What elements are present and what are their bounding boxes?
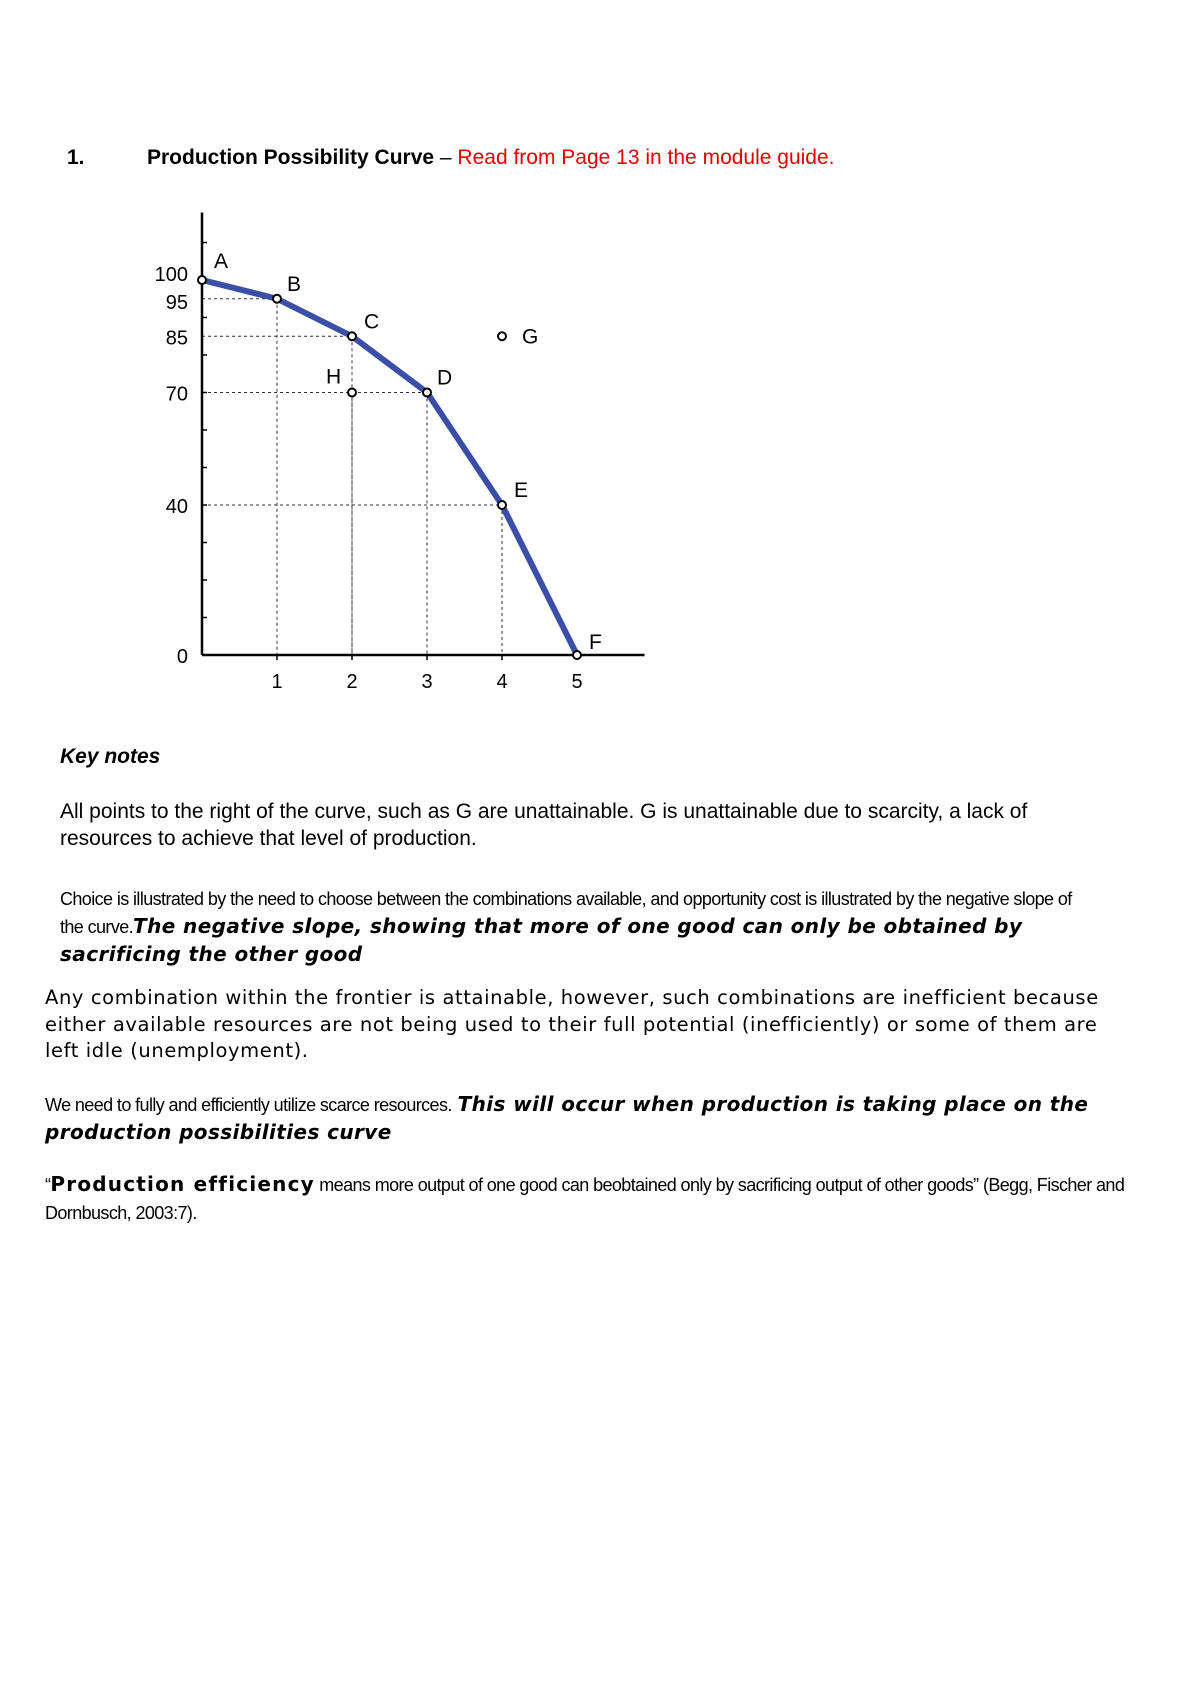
point-label-f: F <box>589 631 602 654</box>
y-axis-ticks <box>155 243 207 669</box>
quote-open: “ <box>45 1175 51 1195</box>
point-marker-h <box>348 389 356 397</box>
utilize-plain-text: We need to fully and efficiently utilize scarce resources. <box>45 1095 452 1115</box>
point-label-a: A <box>214 250 229 273</box>
point-marker-c <box>348 332 356 340</box>
choice-note <box>60 885 1080 968</box>
choice-emphasis-text: The negative slope, showing that more of one good can only be obtained by sacrificing the other good <box>60 914 1023 966</box>
within-frontier-note: Any combination within the frontier is attainable, however, such combinations are inefficient because either available resources are not being used to their full potential (inefficiently) or some of them are left idle (unemployment). <box>45 986 1099 1062</box>
section-heading <box>67 146 835 170</box>
chart-axes <box>202 213 645 656</box>
y-tick-label: 40 <box>165 496 188 518</box>
y-tick-label: 0 <box>176 646 188 668</box>
point-marker-f <box>573 651 581 659</box>
y-tick-label: 95 <box>165 291 188 314</box>
utilize-note <box>45 1091 1135 1146</box>
module-guide-reference: Read from Page 13 in the module guide. <box>457 146 835 169</box>
choice-plain-text: Choice is illustrated by the need to choose between the combinations available, and opportunity cost is illustrated by the negative slope of the curve. <box>60 889 1072 937</box>
x-tick-label: 4 <box>496 671 508 693</box>
y-tick-label: 85 <box>165 327 188 350</box>
point-label-d: D <box>437 366 453 390</box>
section-title: Production Possibility Curve <box>147 146 435 169</box>
point-label-e: E <box>514 479 529 502</box>
quote-term: Production efficiency <box>50 1172 315 1196</box>
point-marker-a <box>198 276 206 284</box>
chart-points <box>198 250 602 659</box>
chart-guide-lines <box>202 299 502 655</box>
x-tick-label: 5 <box>571 671 583 693</box>
point-label-c: C <box>364 310 380 334</box>
point-label-g: G <box>522 325 539 349</box>
y-tick-label: 100 <box>154 264 188 286</box>
x-axis-ticks <box>271 655 582 693</box>
point-marker-e <box>498 501 506 509</box>
quote-close: ” <box>973 1175 979 1195</box>
heading-dash: – <box>434 146 458 169</box>
quote-citation: (Begg, Fischer and Dornbusch, 2003:7). <box>45 1175 1125 1223</box>
unattainable-note: All points to the right of the curve, such as G are unattainable. G is unattainable due to scarcity, a lack of resources to achieve that level of production. <box>60 800 1028 850</box>
y-tick-label: 70 <box>165 383 188 406</box>
utilize-emphasis-text: This will occur when production is taking place on the production possibilities curve <box>45 1092 1089 1144</box>
point-label-b: B <box>287 272 302 296</box>
efficiency-quote <box>45 1170 1135 1227</box>
x-tick-label: 3 <box>421 671 433 693</box>
key-notes-heading: Key notes <box>60 745 161 768</box>
point-marker-b <box>273 295 281 303</box>
ppc-chart <box>130 200 690 700</box>
point-marker-d <box>423 389 431 397</box>
point-label-h: H <box>326 365 342 389</box>
point-marker-g <box>498 332 506 340</box>
x-tick-label: 2 <box>346 671 358 693</box>
section-number: 1. <box>67 146 85 169</box>
quote-body: means more output of one good can beobtained only by sacrificing output of other goods <box>314 1175 974 1195</box>
x-tick-label: 1 <box>271 671 283 693</box>
